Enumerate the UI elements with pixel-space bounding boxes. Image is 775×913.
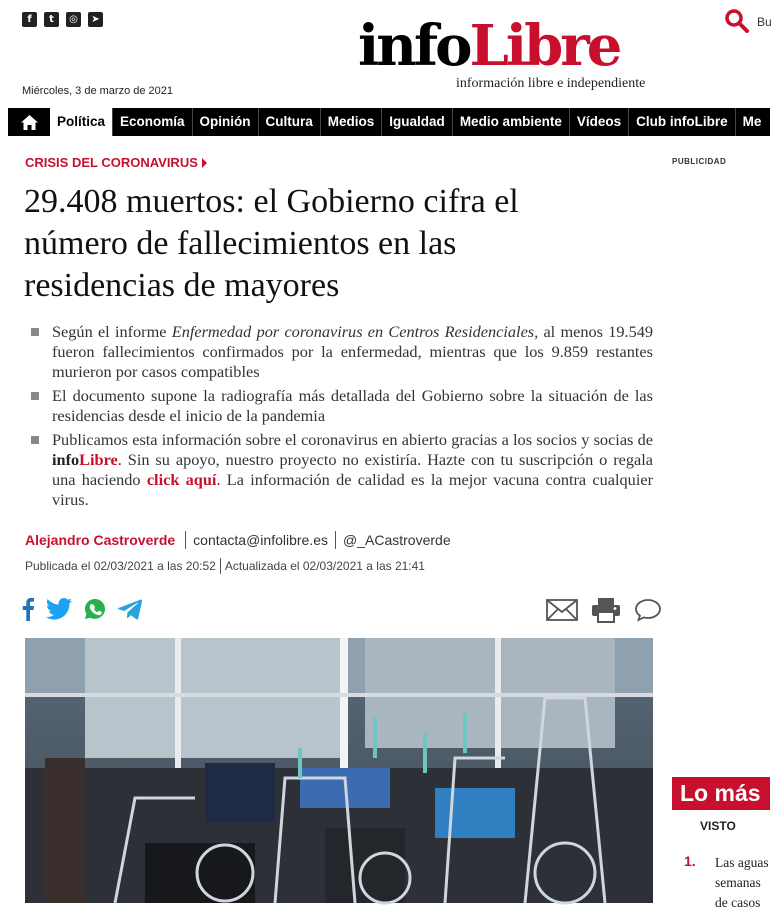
author-name[interactable]: Alejandro Castroverde bbox=[25, 532, 176, 548]
nav-opinion[interactable]: Opinión bbox=[192, 108, 258, 136]
nav-medios[interactable]: Medios bbox=[320, 108, 382, 136]
bullet-square-icon bbox=[31, 328, 39, 336]
published-date: Publicada el 02/03/2021 a las 20:52 bbox=[25, 559, 216, 573]
author-twitter[interactable]: @_ACastroverde bbox=[335, 531, 458, 549]
most-viewed-item[interactable]: Las aguas semanas de casos bbox=[715, 855, 769, 910]
twitter-icon[interactable]: t bbox=[44, 12, 59, 27]
whatsapp-share-icon[interactable] bbox=[84, 598, 106, 620]
instagram-icon[interactable]: ◎ bbox=[66, 12, 81, 27]
main-nav bbox=[8, 108, 770, 136]
twitter-share-icon[interactable] bbox=[46, 598, 72, 620]
article-dates bbox=[25, 558, 429, 574]
report-title: Enfermedad por coronavirus en Centros Residenciales, bbox=[171, 322, 539, 341]
brand-libre: Libre bbox=[79, 450, 118, 469]
summary-text: . Sin su apoyo, nuestro proyecto no existiría. Hazte con tu suscripción o regala una haciendo bbox=[52, 450, 653, 489]
logo-libre: Libre bbox=[469, 13, 620, 79]
telegram-share-icon[interactable] bbox=[118, 599, 142, 619]
home-icon bbox=[21, 115, 38, 130]
byline bbox=[25, 531, 458, 549]
logo-tagline: información libre e independiente bbox=[456, 76, 646, 91]
article-photo bbox=[25, 638, 653, 903]
facebook-share-icon[interactable] bbox=[22, 597, 34, 621]
section-tag-label: CRISIS DEL CORONAVIRUS bbox=[25, 155, 198, 170]
current-date: Miércoles, 3 de marzo de 2021 bbox=[22, 85, 174, 97]
summary-text: Según el informe bbox=[52, 322, 172, 341]
nav-cultura[interactable]: Cultura bbox=[258, 108, 320, 136]
search-label: Bu bbox=[757, 15, 772, 29]
facebook-icon[interactable]: f bbox=[22, 12, 37, 27]
summary-item bbox=[30, 430, 653, 510]
email-icon[interactable] bbox=[546, 599, 578, 621]
section-tag[interactable] bbox=[25, 155, 207, 170]
nav-economia[interactable]: Economía bbox=[112, 108, 192, 136]
summary-text: Publicamos esta información sobre el coronavirus en abierto gracias a los socios y socias de bbox=[52, 430, 653, 449]
article-summary bbox=[30, 322, 653, 514]
bullet-square-icon bbox=[31, 436, 39, 444]
logo-info: info bbox=[358, 13, 470, 79]
article-tools bbox=[546, 598, 662, 622]
comment-icon[interactable] bbox=[634, 598, 662, 622]
social-links-top bbox=[22, 12, 103, 27]
nav-club-infolibre[interactable]: Club infoLibre bbox=[628, 108, 735, 136]
article-headline: 29.408 muertos: el Gobierno cifra el número de fallecimientos en las residencias de mayores bbox=[24, 183, 519, 304]
subscribe-link[interactable]: click aquí bbox=[146, 470, 217, 489]
summary-item bbox=[30, 322, 653, 382]
nav-politica[interactable]: Política bbox=[50, 108, 112, 136]
site-logo[interactable] bbox=[358, 14, 648, 94]
most-viewed-title: Lo más bbox=[672, 777, 770, 810]
print-icon[interactable] bbox=[592, 598, 620, 622]
summary-text: al menos 19.549 fueron fallecimientos confirmados por la enfermedad, mientras que los 9.859 restantes murieron por casos compatibles bbox=[52, 322, 653, 381]
summary-text: . La información de calidad es la mejor vacuna contra cualquier virus. bbox=[52, 470, 653, 509]
wheelchairs-image bbox=[25, 638, 653, 903]
bullet-square-icon bbox=[31, 392, 39, 400]
updated-date: Actualizada el 02/03/2021 a las 21:41 bbox=[220, 558, 429, 574]
arrow-right-icon bbox=[202, 158, 207, 168]
telegram-icon[interactable]: ➤ bbox=[88, 12, 103, 27]
nav-videos[interactable]: Vídeos bbox=[569, 108, 628, 136]
home-button[interactable] bbox=[8, 108, 50, 136]
summary-text: El documento supone la radiografía más detallada del Gobierno sobre la situación de las residencias desde el inicio de la pandemia bbox=[52, 386, 653, 425]
nav-igualdad[interactable]: Igualdad bbox=[381, 108, 452, 136]
most-viewed-subtitle: VISTO bbox=[700, 819, 736, 833]
brand-info: info bbox=[52, 450, 80, 469]
search-icon bbox=[724, 8, 750, 34]
share-bar bbox=[22, 597, 142, 621]
summary-item bbox=[30, 386, 653, 426]
search-button[interactable] bbox=[724, 8, 770, 38]
ad-label: PUBLICIDAD bbox=[672, 157, 727, 166]
author-email[interactable]: contacta@infolibre.es bbox=[185, 531, 335, 549]
nav-more[interactable]: Me bbox=[735, 108, 769, 136]
most-viewed-rank: 1. bbox=[684, 853, 696, 869]
nav-medio-ambiente[interactable]: Medio ambiente bbox=[452, 108, 569, 136]
